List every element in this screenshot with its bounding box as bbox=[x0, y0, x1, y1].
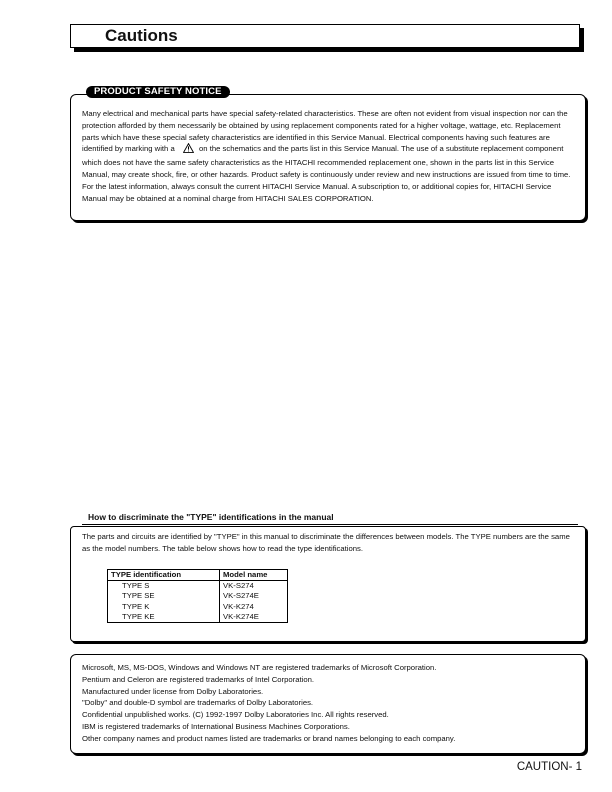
trademark-line: Pentium and Celeron are registered trademarks of Intel Corporation. bbox=[82, 674, 315, 684]
type-section-heading: How to discriminate the "TYPE" identifications in the manual bbox=[88, 512, 334, 522]
page-number: CAUTION- 1 bbox=[516, 761, 582, 773]
type-cell: TYPE S bbox=[108, 581, 220, 592]
trademark-line: Confidential unpublished works. (C) 1992-1997 Dolby Laboratories Inc. All rights reserved. bbox=[82, 710, 389, 720]
model-cell: VK-S274 bbox=[220, 581, 288, 592]
table-row bbox=[108, 612, 288, 623]
warning-triangle-icon bbox=[183, 143, 194, 157]
table-header-type: TYPE identification bbox=[108, 570, 220, 581]
type-identification-table bbox=[107, 569, 288, 623]
model-cell: VK-K274E bbox=[220, 612, 288, 623]
table-row bbox=[108, 581, 288, 592]
trademark-line: Microsoft, MS, MS-DOS, Windows and Windows NT are registered trademarks of Microsoft Corporation. bbox=[82, 663, 437, 672]
model-cell: VK-K274 bbox=[220, 602, 288, 612]
type-section-divider bbox=[82, 524, 578, 525]
table-row bbox=[108, 602, 288, 612]
title-box bbox=[70, 24, 580, 48]
type-cell: TYPE K bbox=[108, 602, 220, 612]
table-row bbox=[108, 591, 288, 601]
trademark-line: Manufactured under license from Dolby Laboratories. bbox=[82, 686, 264, 696]
product-safety-notice-text bbox=[82, 108, 576, 204]
model-cell: VK-S274E bbox=[220, 591, 288, 601]
type-section-intro: The parts and circuits are identified by "TYPE" in this manual to discriminate the differences between models. The TYPE numbers are the same as the model numbers. The table below shows how to read the type identifications. bbox=[82, 532, 570, 553]
product-safety-notice-label: PRODUCT SAFETY NOTICE bbox=[86, 86, 230, 98]
trademark-line: IBM is registered trademarks of International Business Machines Corporations. bbox=[82, 721, 350, 731]
table-header-model: Model name bbox=[220, 570, 288, 581]
trademark-line: "Dolby" and double-D symbol are trademarks of Dolby Laboratories. bbox=[82, 698, 314, 708]
page-title: Cautions bbox=[105, 26, 178, 45]
table-header-row bbox=[108, 570, 288, 581]
notice-text-part-2: on the schematics and the parts list in this Service Manual. The use of a substitute replacement component which does not have the same safety characteristics as the HITACHI recommended replacement one, shown in the parts list in this Service Manual, may create shock, fire, or other hazards. Product safety is continuously under review and new instructions are issued from time to time. For the latest information, always consult the current HITACHI Service Manual. A subscription to, or additional copies for, HITACHI Service Manual may be obtained at a nominal charge from HITACHI SALES CORPORATION. bbox=[82, 144, 571, 203]
type-cell: TYPE KE bbox=[108, 612, 220, 623]
trademarks-list bbox=[82, 662, 576, 745]
trademark-line: Other company names and product names listed are trademarks or brand names belonging to each company. bbox=[82, 733, 456, 743]
notice-text-part-1: Many electrical and mechanical parts have special safety-related characteristics. These are often not evident from visual inspection nor can the protection afforded by them necessarily be obtained by using replacement components rated for a higher voltage, wattage, etc. Replacement parts which have these special safety characteristics are identified in this Service Manual. Electrical components having such features are identified by marking with a bbox=[82, 109, 568, 154]
type-cell: TYPE SE bbox=[108, 591, 220, 601]
